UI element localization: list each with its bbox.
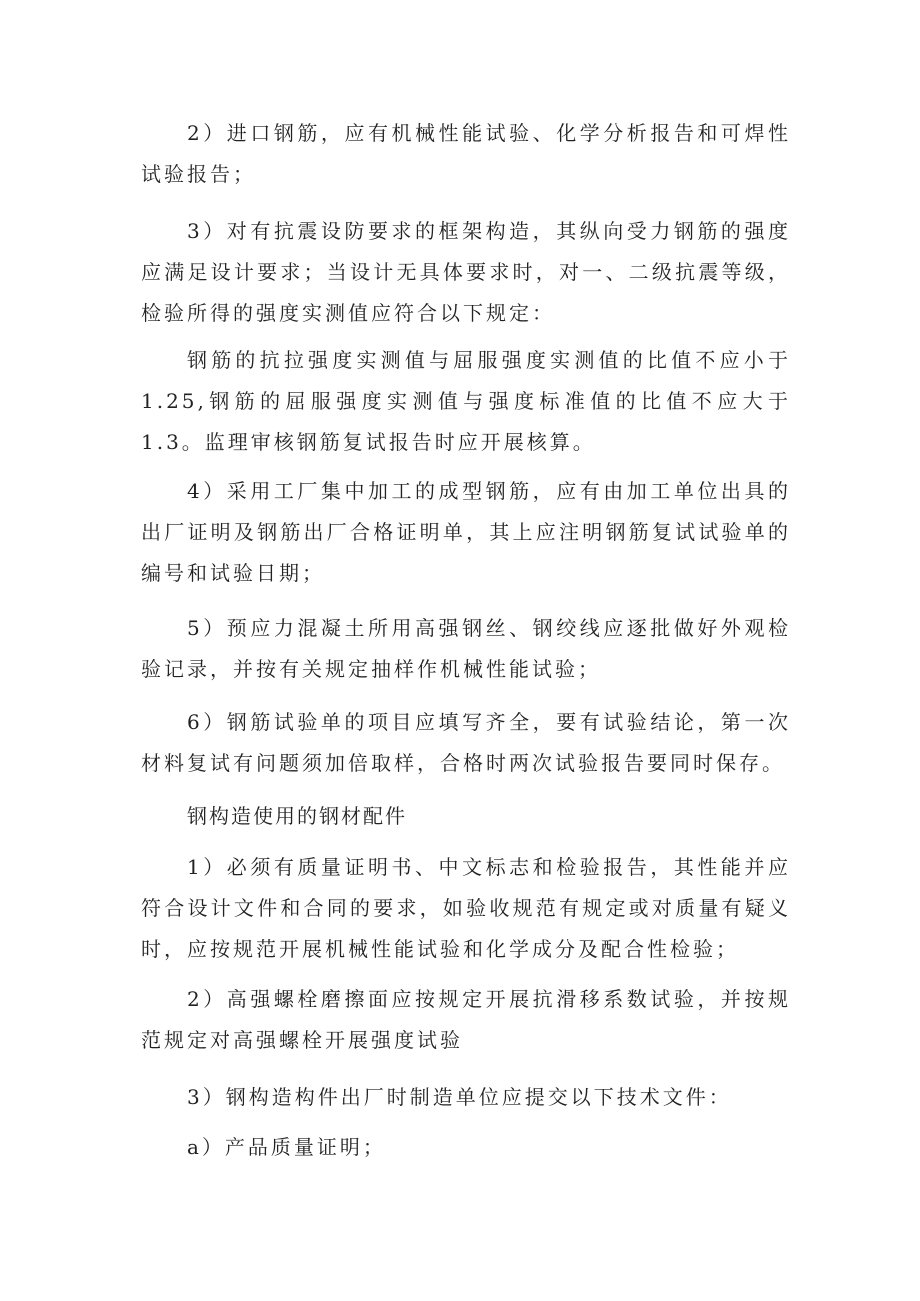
paragraph-strength-ratio: 钢筋的抗拉强度实测值与屈服强度实测值的比值不应小于1.25,钢筋的屈服强度实测值与强度标准值的比值不应大于1.3。监理审核钢筋复试报告时应开展核算。 [141, 348, 791, 454]
paragraph-technical-documents: 3）钢构造构件出厂时制造单位应提交以下技术文件： [187, 1085, 732, 1109]
paragraph-factory-processed-rebar: 4）采用工厂集中加工的成型钢筋，应有由加工单位出具的出厂证明及钢筋出厂合格证明单，其上应注明钢筋复试试验单的编号和试验日期； [141, 479, 791, 585]
section-heading-steel-structure: 钢构造使用的钢材配件 [187, 804, 407, 828]
paragraph-quality-certificate: 1）必须有质量证明书、中文标志和检验报告，其性能并应符合设计文件和合同的要求，如验收规范有规定或对质量有疑义时，应按规范开展机械性能试验和化学成分及配合性检验； [141, 855, 791, 961]
paragraph-high-strength-bolts: 2）高强螺栓磨擦面应按规定开展抗滑移系数试验，并按规范规定对高强螺栓开展强度试验 [141, 987, 791, 1052]
paragraph-seismic-framework: 3）对有抗震设防要求的框架构造，其纵向受力钢筋的强度应满足设计要求；当设计无具体要求时，对一、二级抗震等级，检验所得的强度实测值应符合以下规定： [141, 219, 791, 325]
list-item-product-certificate: a）产品质量证明； [187, 1135, 386, 1159]
paragraph-prestressed-steel: 5）预应力混凝土所用高强钢丝、钢绞线应逐批做好外观检验记录，并按有关规定抽样作机械性能试验； [141, 616, 791, 681]
paragraph-rebar-test-sheet: 6）钢筋试验单的项目应填写齐全，要有试验结论，第一次材料复试有问题须加倍取样，合格时两次试验报告要同时保存。 [141, 710, 791, 775]
paragraph-imported-rebar: 2）进口钢筋，应有机械性能试验、化学分析报告和可焊性试验报告； [141, 121, 791, 186]
